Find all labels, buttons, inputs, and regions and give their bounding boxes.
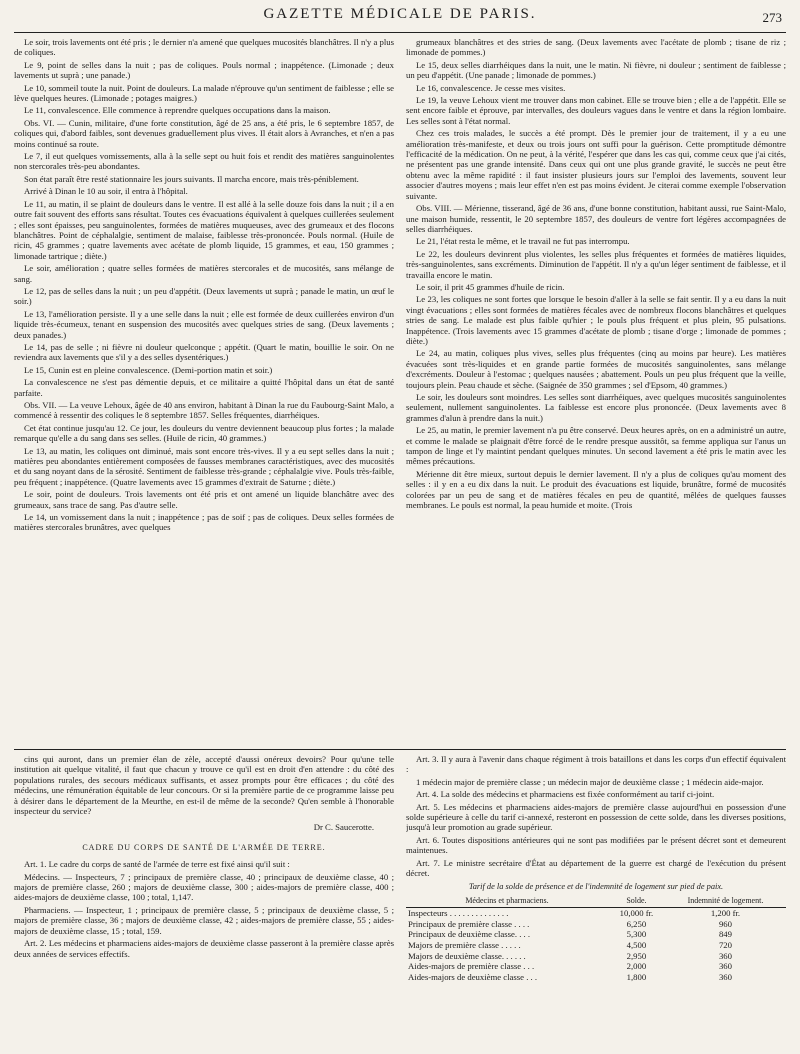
table-row xyxy=(406,972,786,983)
paragraph: Le 16, convalescence. Je cesse mes visites. xyxy=(416,82,566,93)
table-cell: 960 xyxy=(718,918,732,929)
pay-table xyxy=(406,895,786,983)
table-cell: Inspecteurs . . . . . . . . . . . . . . xyxy=(408,908,509,919)
table-cell: 360 xyxy=(718,971,732,982)
paragraph: Le soir, les douleurs sont moindres. Les selles sont diarrhéiques, avec quelques mucosités sanguinolentes seulement, nullement sanguinolentes. La faiblesse est encore plus prononcée. (Deux lavements avec 8 grammes d'alun à prendre dans la nuit.) xyxy=(406,392,786,423)
table-cell: 5,300 xyxy=(626,929,647,940)
paragraph: Pharmaciens. — Inspecteur, 1 ; principaux de première classe, 5 ; principaux de deuxième classe, 5 ; majors de première classe, 36 ; majors de deuxième classe, 42 ; aides-majors de première classe, 55 ; aides-majors de deuxième classe, 15 ; total, 159. xyxy=(14,904,394,936)
table-row xyxy=(406,940,786,951)
page-header xyxy=(14,6,786,33)
paragraph: Le 13, au matin, les coliques ont diminué, mais sont encore très-vives. Il y a eu sept selles dans la nuit ; matières peu abondantes entièrement composées de fausses membranes caractéristiques, avec des mucosités et du sang noyant dans de la sérosité. Sentiment de faiblesse très-grande ; céphalalgie vive. Pouls très-faible, peu fréquent ; inappétence. (Quatre lavements avec 15 grammes d'extrait de Saturne ; diète.) xyxy=(14,445,394,487)
table-cell: 1,200 fr. xyxy=(710,908,741,919)
table-cell: 6,250 xyxy=(626,918,647,929)
paragraph: Le 15, Cunin est en pleine convalescence. (Demi-portion matin et soir.) xyxy=(24,364,273,375)
paragraph: Le soir, amélioration ; quatre selles formées de matières stercorales et de mucosités, sans mélange de sang. xyxy=(14,263,394,284)
paragraph: Art. 4. La solde des médecins et pharmaciens est fixée conformément au tarif ci-joint. xyxy=(416,789,715,800)
paragraph: Arrivé à Dinan le 10 au soir, il entra à l'hôpital. xyxy=(24,186,188,197)
table-header: Solde. xyxy=(608,895,665,908)
paragraph: Obs. VII. — La veuve Lehoux, âgée de 40 ans environ, habitant à Dinan la rue du Faubourg-Saint Malo, a commencé à ressentir des coliques le 8 septembre 1857. Selles fréquentes, diarrhéiques. xyxy=(14,400,394,421)
table-cell: 2,950 xyxy=(626,950,647,961)
paragraph: Le 14, pas de selle ; ni fièvre ni douleur quelconque ; appétit. (Quart le matin, bouillie le soir. On ne reviendra aux lavements que s'il y a des selles dysentériques.) xyxy=(14,341,394,363)
paragraph: Art. 1. Le cadre du corps de santé de l'armée de terre est fixé ainsi qu'il suit : xyxy=(24,859,290,870)
paragraph: Le soir, il prit 45 grammes d'huile de ricin. xyxy=(416,281,565,292)
page-number: 273 xyxy=(762,10,782,25)
table-cell: Majors de deuxième classe. . . . . . xyxy=(408,950,526,961)
paragraph: Le 15, deux selles diarrhéiques dans la nuit, une le matin. Ni fièvre, ni douleur ; sentiment de faiblesse ; un peu d'appétit. (Une panade ; limonade de pommes.) xyxy=(406,59,786,81)
paragraph: Art. 6. Toutes dispositions antérieures qui ne sont pas modifiées par le présent décret sont et demeurent maintenues. xyxy=(406,834,786,856)
table-cell: 4,500 xyxy=(626,940,647,951)
table-title: Tarif de la solde de présence et de l'indemnité de logement sur pied de paix. xyxy=(468,882,724,892)
paragraph: 1 médecin major de première classe ; un médecin major de deuxième classe ; 1 médecin aide-major. xyxy=(416,776,764,787)
paragraph: Obs. VI. — Cunin, militaire, d'une forte constitution, âgé de 25 ans, a été pris, le 6 septembre 1857, de coliques qui, d'abord faibles, sont devenues graduellement plus vives. Il était alors à Avranches, et n'en a pas moins continué sa route. xyxy=(14,117,394,149)
table-cell: 360 xyxy=(718,961,732,972)
paragraph: Art. 7. Le ministre secrétaire d'État au département de la guerre est chargé de l'exécution du présent décret. xyxy=(406,857,786,879)
paragraph: Le soir, point de douleurs. Trois lavements ont été pris et ont amené un liquide blanchâtre avec des grumeaux, sans trace de sang. Pas d'autre selle. xyxy=(14,489,394,510)
table-row xyxy=(406,929,786,940)
paragraph: Le 10, sommeil toute la nuit. Point de douleurs. La malade n'éprouve qu'un sentiment de faiblesse ; elle se lève quelques heures. (Limonade ; potages maigres.) xyxy=(14,82,394,104)
table-cell: 360 xyxy=(718,950,732,961)
paragraph: Le 7, il eut quelques vomissements, alla à la selle sept ou huit fois et rendit des matières sanguinolentes non stercorales très-peu abondantes. xyxy=(14,151,394,172)
paragraph: Le 12, pas de selles dans la nuit ; un peu d'appétit. (Deux lavements ut suprà ; panade le matin, un œuf le soir.) xyxy=(14,285,394,307)
table-cell: Aides-majors de deuxième classe . . . xyxy=(408,971,538,982)
paragraph: Art. 2. Les médecins et pharmaciens aides-majors de deuxième classe passeront à la première classe après deux années de services effectifs. xyxy=(14,938,394,959)
table-cell: Aides-majors de première classe . . . xyxy=(408,961,535,972)
bottom-section xyxy=(14,754,786,1054)
paragraph: Art. 3. Il y aura à l'avenir dans chaque régiment à trois bataillons et dans les corps d'un effectif équivalent : xyxy=(406,754,786,775)
table-row xyxy=(406,919,786,930)
paragraph: Son état paraît être resté stationnaire les jours suivants. Il marcha encore, mais très-péniblement. xyxy=(24,173,359,184)
paragraph: Le 11, au matin, il se plaint de douleurs dans le ventre. Il est allé à la selle douze fois dans la nuit ; il a en outre fait souvent des efforts sans résultat. Toutes ces évacuations équivalent à quelques cuillerées seulement ; elles sont épaisses, peu sanguinolentes, formées de matières muqueuses, avec des grumeaux et des flocons blanchâtres. Point de céphalalgie, sentiment de malaise, faiblesse très-prononcée. Pouls normal. (Huile de ricin, 45 grammes ; quatre lavements avec acétate de plomb liquide, 15 grammes, et eau, 150 grammes ; limonade tartrique ; diète.) xyxy=(14,198,394,261)
table-header: Médecins et pharmaciens. xyxy=(406,895,608,908)
paragraph: Le 22, les douleurs devinrent plus violentes, les selles plus fréquentes et formées de matières liquides, très-sanguinolentes, sans excréments. Diminution de l'appétit. Il n'y a qu'un léger sentiment de faiblesse, et il travailla encore le matin. xyxy=(406,248,786,280)
paragraph: Cet état continue jusqu'au 12. Ce jour, les douleurs du ventre deviennent beaucoup plus fortes ; la malade remarque qu'elle a du sang dans ses selles. (Huile de ricin, 40 grammes.) xyxy=(14,422,394,444)
paragraph: Chez ces trois malades, le succès a été prompt. Dès le premier jour de traitement, il y a eu une amélioration très-manifeste, et deux ou trois jours ont suffi pour la guérison. Cette promptitude démontre l'efficacité de la médication. On ne peut, à la vérité, l'espérer que dans les cas qui, comme ceux que j'ai cités, ne présentent pas une grande intensité. Dans ceux qui ont une plus grande gravité, le succès ne peut être obtenu avec la même rapidité : il faut insister plusieurs jours sur l'emploi des lavements, souvent leur associer d'autres moyens ; mais leur effet n'en est pas moins évident. Je citerai comme exemple l'observation suivante. xyxy=(406,128,786,201)
paragraph: Art. 5. Les médecins et pharmaciens aides-majors de première classe aujourd'hui en possession d'une solde supérieure à celle du tarif ci-annexé, resteront en possession de cette solde, dans les diverses positions, jusqu'à leur promotion au grade supérieur. xyxy=(406,801,786,833)
paragraph: Le 13, l'amélioration persiste. Il y a une selle dans la nuit ; elle est formée de deux cuillerées environ d'un liquide très-écumeux, tenant en suspension des mucosités avec quelques stries de sang. (Deux lavements ; deux panades.) xyxy=(14,308,394,340)
table-cell: 2,000 xyxy=(626,961,647,972)
bottom-right-column xyxy=(406,754,786,1054)
paragraph: Le 9, point de selles dans la nuit ; pas de coliques. Pouls normal ; inappétence. (Limonade ; deux lavements ut suprà ; une panade.) xyxy=(14,59,394,81)
top-left-column xyxy=(14,37,394,745)
bottom-left-column xyxy=(14,754,394,1054)
journal-title: GAZETTE MÉDICALE DE PARIS. xyxy=(263,6,537,22)
table-cell: 720 xyxy=(718,940,732,951)
top-section xyxy=(14,37,786,750)
table-cell: 10,000 fr. xyxy=(619,908,654,919)
paragraph: La convalescence ne s'est pas démentie depuis, et ce militaire a quitté l'hôpital dans un état de santé parfaite. xyxy=(14,377,394,398)
table-header: Indemnité de logement. xyxy=(665,895,786,908)
paragraph: Médecins. — Inspecteurs, 7 ; principaux de première classe, 40 ; principaux de deuxième classe, 40 ; majors de première classe, 260 ; majors de deuxième classe, 300 ; aides-majors de première classe, 400 ; aides-majors de deuxième classe, 100 ; total, 1,147. xyxy=(14,871,394,903)
table-cell: Principaux de première classe . . . . xyxy=(408,918,530,929)
table-cell: Principaux de deuxième classe. . . . xyxy=(408,929,531,940)
table-row xyxy=(406,961,786,972)
paragraph: Mérienne dit être mieux, surtout depuis le dernier lavement. Il n'y a plus de coliques qu'au moment des selles : il y en a eu dix dans la nuit. Le produit des évacuations est liquide, brunâtre, formé de mucosités colorées par un peu de sang et de matières fécales en peu de quantité, mêlées de quelques fausses membranes. Le pouls est normal, la peau humide et moite. (Trois xyxy=(406,468,786,511)
table-row xyxy=(406,908,786,919)
paragraph: Le 19, la veuve Lehoux vient me trouver dans mon cabinet. Elle se trouve bien ; elle a de l'appétit. Elle se sent encore faible et éprouve, par intervalles, des douleurs vagues dans le ventre et dans la région lombaire. Les selles sont à l'état normal. xyxy=(406,95,786,126)
paragraph: Obs. VIII. — Mérienne, tisserand, âgé de 36 ans, d'une bonne constitution, habitant aussi, rue Saint-Malo, une maison humide, ressentit, le 20 septembre 1857, des douleurs de ventre fort légères accompagnées de selles diarrhéiques. xyxy=(406,203,786,234)
paragraph: Le 14, un vomissement dans la nuit ; inappétence ; pas de soif ; pas de coliques. Deux selles formées de matières stercorales brunâtres, avec quelques xyxy=(14,512,394,533)
table-cell: 849 xyxy=(718,929,732,940)
section-subtitle: CADRE DU CORPS DE SANTÉ DE L'ARMÉE DE TERRE. xyxy=(82,842,326,852)
paragraph: Le 23, les coliques ne sont fortes que lorsque le besoin d'aller à la selle se fait sentir. Il y a eu dans la nuit vingt évacuations ; elles sont formées de matières fécales avec de nombreux flocons blanchâtres et quelques stries de sang. Le malade est plus faible qu'hier ; le pouls plus fréquent et plus plein, 95 pulsations. Inappétence. (Trois lavements avec 15 grammes d'acétate de plomb ; tisane d'orge ; limonade de pommes ; diète.) xyxy=(406,294,786,346)
top-right-column xyxy=(406,37,786,745)
table-cell: 1,800 xyxy=(626,971,647,982)
paragraph: grumeaux blanchâtres et des stries de sang. (Deux lavements avec l'acétate de plomb ; tisane de riz ; limonade de pommes.) xyxy=(406,37,786,58)
table-row xyxy=(406,951,786,962)
paragraph: Le 11, convalescence. Elle commence à reprendre quelques occupations dans la maison. xyxy=(24,105,331,116)
paragraph: Le 21, l'état resta le même, et le travail ne fut pas interrompu. xyxy=(416,236,630,247)
paragraph: cins qui auront, dans un premier élan de zèle, accepté d'aussi onéreux devoirs? Pour qu'une telle institution ait quelque vitalité, il faut que chacun y trouve ce qu'il est en droit d'en attendre : du côté des populations rurales, des secours médicaux suffisants, et assez prompts pour être efficaces ; du côté des médecins, une rémunération équitable de leur concours. Or si la première partie de ce programme laisse peu à désirer dans le département de la Meurthe, en est-il de même de la seconde? Qu'en semble à l'honorable inspecteur du service? xyxy=(14,754,394,817)
table-cell: Majors de première classe . . . . . xyxy=(408,940,521,951)
signature: Dr C. Saucerotte. xyxy=(313,822,374,833)
paragraph: Le 24, au matin, coliques plus vives, selles plus fréquentes (cinq au moins par heure). Les matières évacuées sont très-liquides et en grande partie formées de mucosités sanguinolentes, sans mélange d'excréments. Douleur à l'estomac ; quelques nausées ; abattement. Pouls un peu plus fréquent que la veille, toujours plein. Peau chaude et sèche. (Saignée de 350 grammes ; sel d'Epsom, 40 grammes.) xyxy=(406,348,786,390)
paragraph: Le 25, au matin, le premier lavement n'a pu être conservé. Deux heures après, on en a administré un autre, et comme le malade se plaignait d'être forcé de le rendre presque aussitôt, sa femme appliqua sur l'anus un tampon de linge et l'y maintint pendant quelques minutes. Un second lavement a été pris le matin avec les mêmes précautions. xyxy=(406,425,786,467)
paragraph: Le soir, trois lavements ont été pris ; le dernier n'a amené que quelques mucosités blanchâtres. Il n'y a plus de coliques. xyxy=(14,37,394,58)
newspaper-page xyxy=(14,6,786,1038)
